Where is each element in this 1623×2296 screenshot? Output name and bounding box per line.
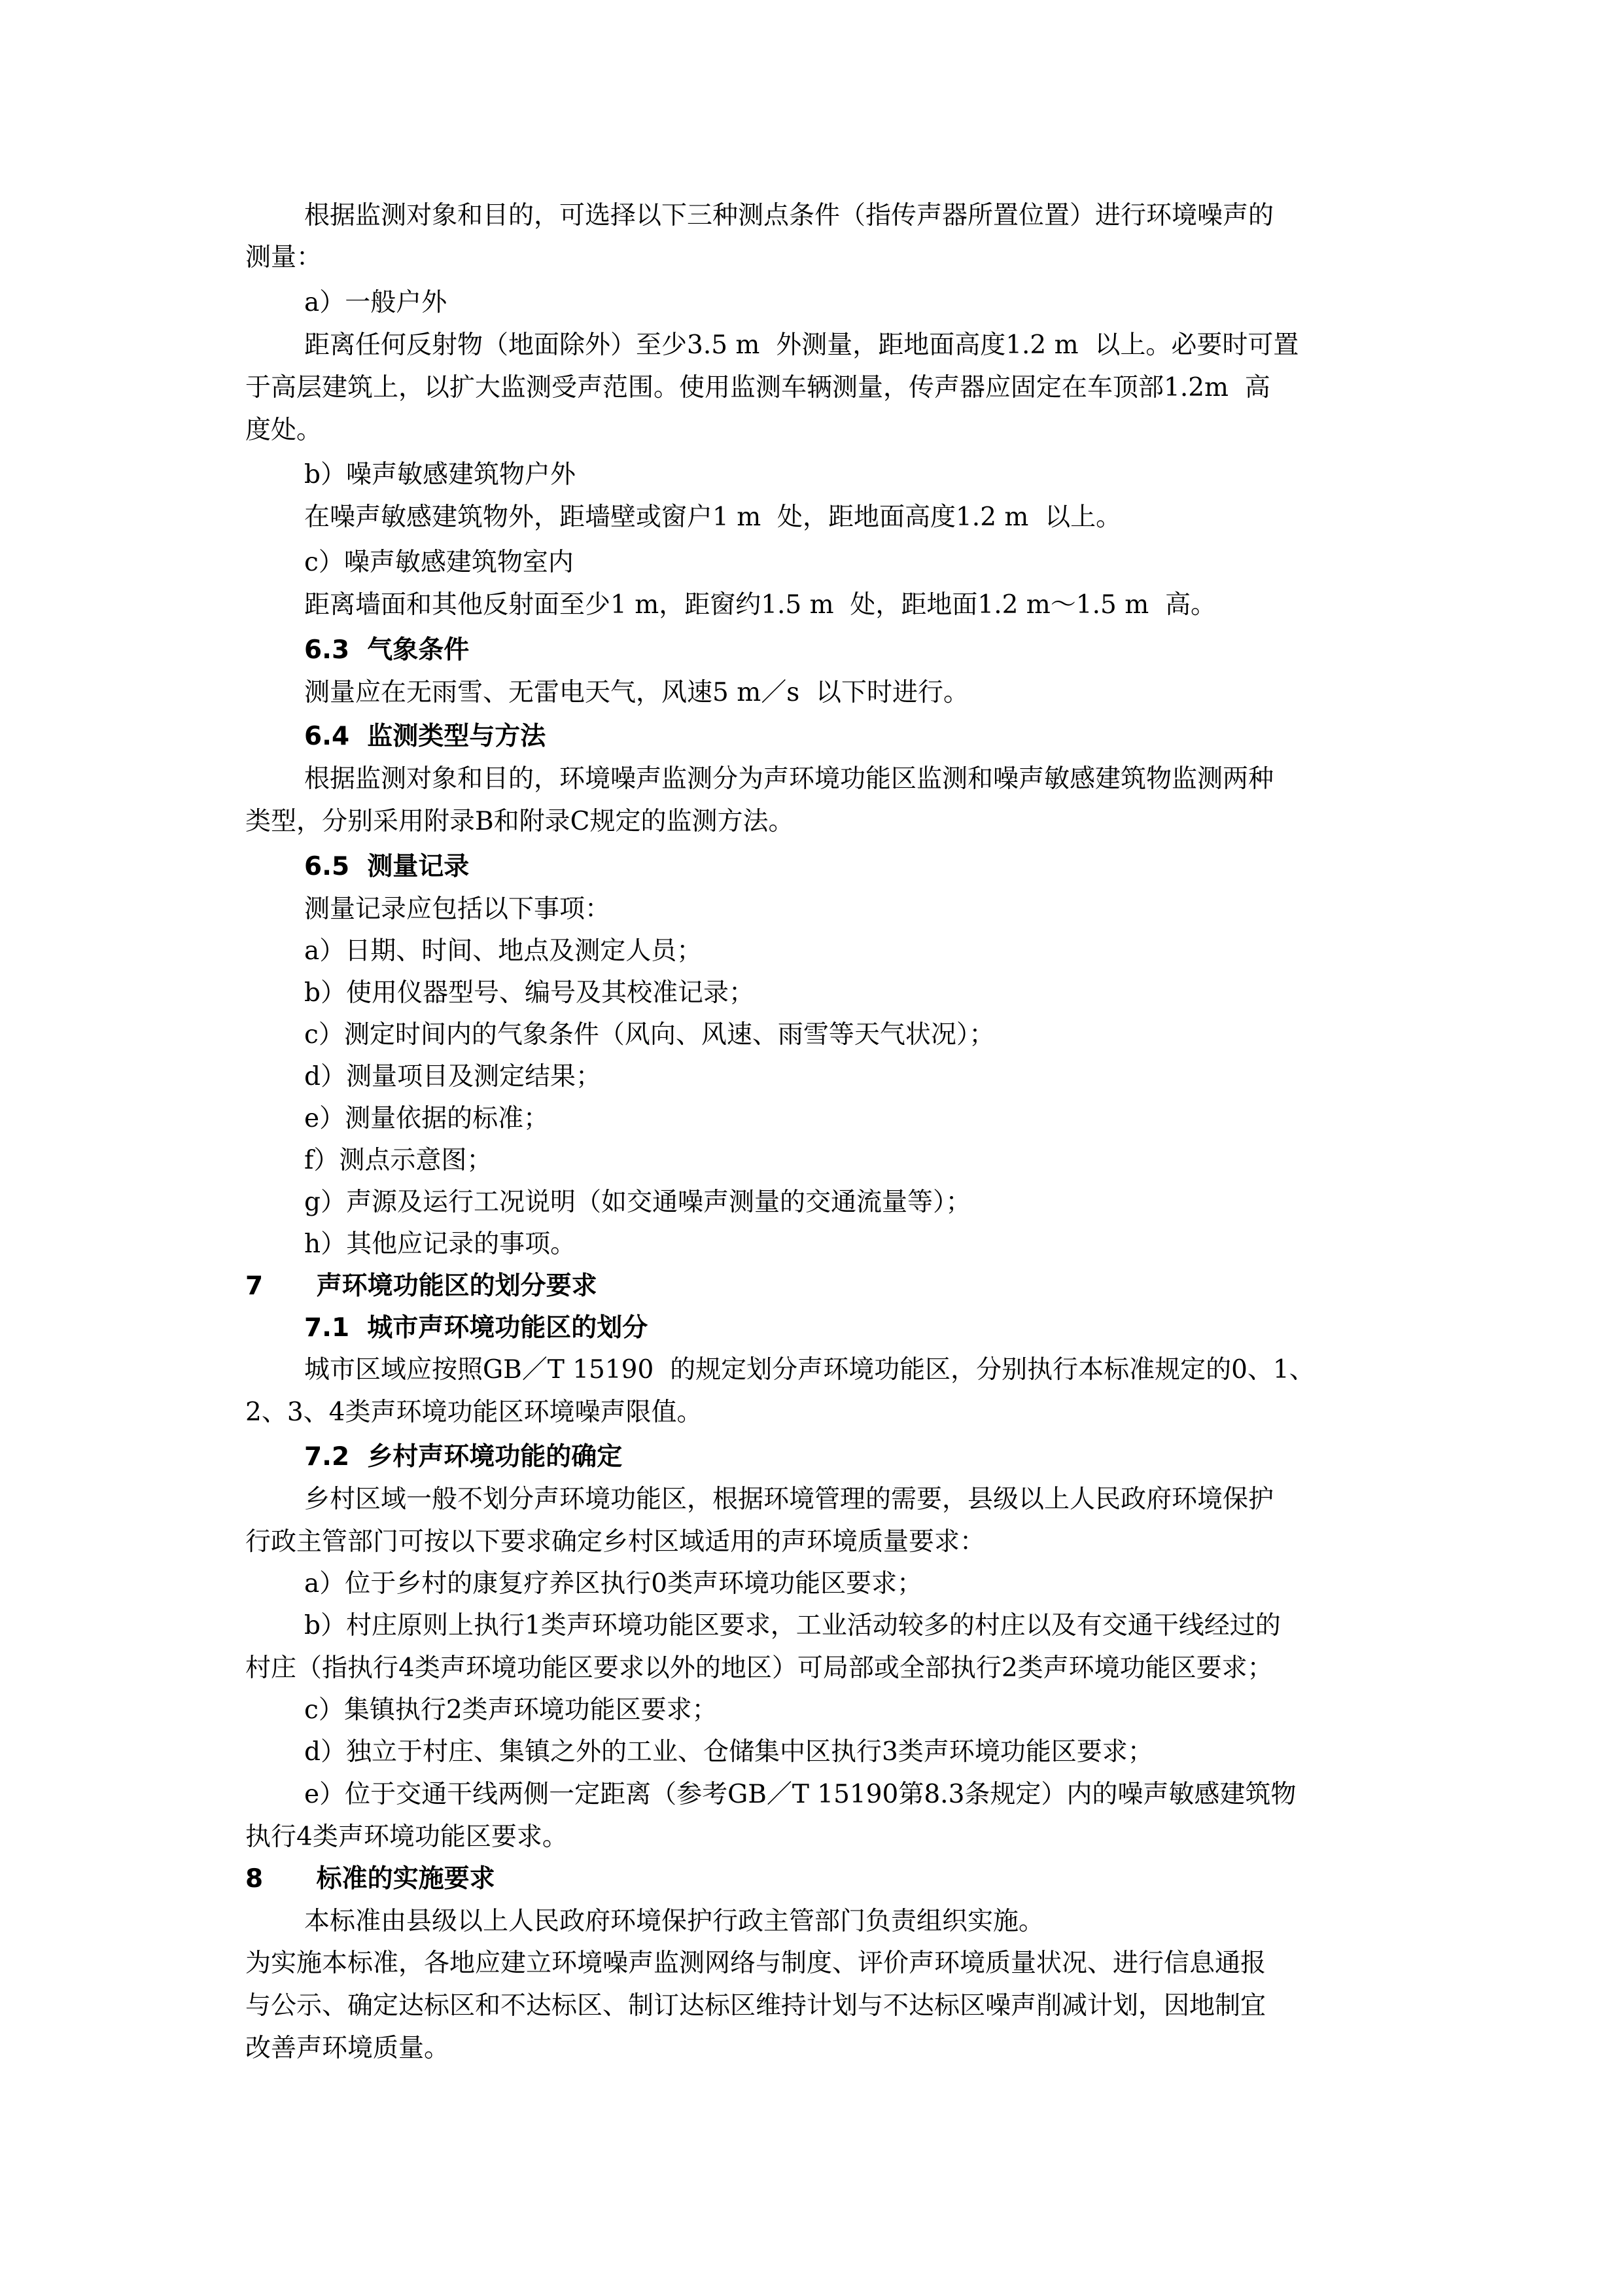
list-item: h）其他应记录的事项。 [304,1229,576,1259]
text-line: 乡村区域一般不划分声环境功能区，根据环境管理的需要，县级以上人民政府环境保护 [304,1485,1274,1514]
list-item: e）位于交通干线两侧一定距离（参考GB／T 15190第8.3条规定）内的噪声敏感建筑物 [304,1780,1297,1809]
text-line: 度处。 [245,415,323,445]
text-line: 村庄（指执行4类声环境功能区要求以外的地区）可局部或全部执行2类声环境功能区要求； [245,1653,1273,1683]
text-line: 本标准由县级以上人民政府环境保护行政主管部门负责组织实施。 [304,1907,1045,1936]
list-item: b）村庄原则上执行1类声环境功能区要求，工业活动较多的村庄以及有交通干线经过的 [304,1611,1281,1640]
text-line: 城市区域应按照GB／T 15190 的规定划分声环境功能区，分别执行本标准规定的0、1、 [304,1355,1315,1385]
text-line: 与公示、确定达标区和不达标区、制订达标区维持计划与不达标区噪声削减计划，因地制宜 [245,1991,1266,2021]
section-heading: 6.5 测量记录 [304,852,470,881]
text-line: 为实施本标准，各地应建立环境噪声监测网络与制度、评价声环境质量状况、进行信息通报 [245,1949,1266,1978]
text-line: 距离墙面和其他反射面至少1 m，距窗约1.5 m 处，距地面1.2 m～1.5 m 高。 [304,590,1216,620]
text-line: 2、3、4类声环境功能区环境噪声限值。 [245,1398,703,1427]
text-line: 类型，分别采用附录B和附录C规定的监测方法。 [245,807,794,836]
list-item: c）集镇执行2类声环境功能区要求； [304,1695,718,1725]
list-item: d）测量项目及测定结果； [304,1062,601,1091]
section-heading: 7.1 城市声环境功能区的划分 [304,1313,648,1343]
chapter-heading: 8 标准的实施要求 [245,1864,495,1894]
text-line: 于高层建筑上，以扩大监测受声范围。使用监测车辆测量，传声器应固定在车顶部1.2m 高 [245,373,1270,402]
list-item: c）噪声敏感建筑物室内 [304,548,574,577]
text-line: 测量： [245,243,323,272]
text-line: 在噪声敏感建筑物外，距墙壁或窗户1 m 处，距地面高度1.2 m 以上。 [304,503,1122,532]
text-line: 根据监测对象和目的，环境噪声监测分为声环境功能区监测和噪声敏感建筑物监测两种 [304,764,1274,794]
list-item: g）声源及运行工况说明（如交通噪声测量的交通流量等）； [304,1188,971,1217]
list-item: b）噪声敏感建筑物户外 [304,460,576,489]
section-heading: 6.3 气象条件 [304,635,470,665]
section-heading: 7.2 乡村声环境功能的确定 [304,1442,623,1472]
text-line: 改善声环境质量。 [245,2034,450,2063]
list-item: a）位于乡村的康复疗养区执行0类声环境功能区要求； [304,1569,923,1598]
text-line: 测量应在无雨雪、无雷电天气，风速5 m／s 以下时进行。 [304,678,969,707]
list-item: b）使用仪器型号、编号及其校准记录； [304,978,754,1008]
text-line: 根据监测对象和目的，可选择以下三种测点条件（指传声器所置位置）进行环境噪声的 [304,201,1274,230]
list-item: d）独立于村庄、集镇之外的工业、仓储集中区执行3类声环境功能区要求； [304,1737,1153,1767]
list-item: a）一般户外 [304,288,447,317]
list-item: a）日期、时间、地点及测定人员； [304,936,703,966]
text-line: 执行4类声环境功能区要求。 [245,1822,568,1852]
text-line: 行政主管部门可按以下要求确定乡村区域适用的声环境质量要求： [245,1527,986,1557]
text-line: 测量记录应包括以下事项： [304,894,611,924]
text-line: 距离任何反射物（地面除外）至少3.5 m 外测量，距地面高度1.2 m 以上。必要时可置 [304,330,1299,360]
list-item: e）测量依据的标准； [304,1104,550,1133]
section-heading: 6.4 监测类型与方法 [304,722,546,751]
list-item: c）测定时间内的气象条件（风向、风速、雨雪等天气状况）； [304,1020,995,1050]
chapter-heading: 7 声环境功能区的划分要求 [245,1271,597,1301]
list-item: f）测点示意图； [304,1146,493,1175]
